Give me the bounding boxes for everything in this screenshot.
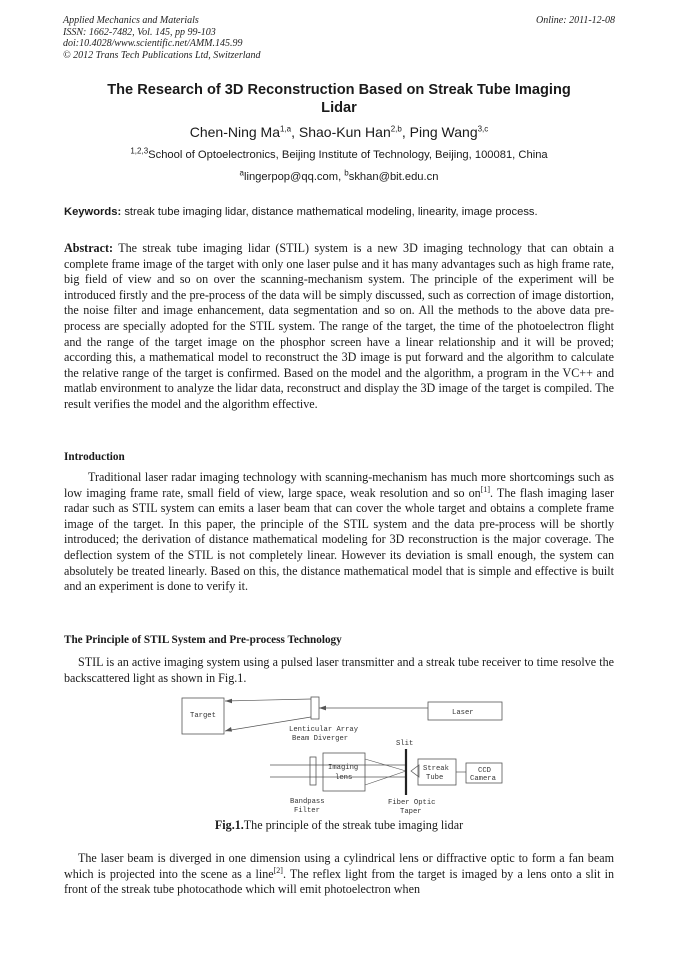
email-link[interactable]: skhan@bit.edu.cn xyxy=(348,171,439,183)
intro-text-b: . The flash imaging laser radar such as STIL system can emits a laser beam that can cover the whole target and obtains a complete frame image of the target. In this paper, the principle of the STIL system and the data pre-process will be shortly introduced; the derivation of distance mathematical modeling for 3D reconstruction is the major coverage. The deflection system of the STIL is not completely linear. However its deviation is small enough, the system can absolutely be treated linearly. Based on this, the distance mathematical model that is simple and effective is built and an experiment is done to verify it. xyxy=(64,485,615,594)
slit-label: Slit xyxy=(396,740,414,748)
abstract-label: Abstract: xyxy=(64,241,114,255)
author-sup: 2,b xyxy=(390,124,402,134)
paper-title: The Research of 3D Reconstruction Based on Streak Tube Imaging Lidar xyxy=(107,82,571,116)
figure-caption xyxy=(64,818,614,833)
introduction-paragraph xyxy=(64,470,614,595)
affiliation-sup: 1,2,3 xyxy=(130,146,149,156)
fiber-label-2: Taper xyxy=(400,808,422,816)
last-text-a: The laser beam is diverged in one dimension using a cylindrical lens or diffractive optic to form a fan beam which is projected into the scene as a line xyxy=(64,851,614,881)
last-text-b: . The reflex light from the target is imaged by a lens onto a slit in front of the streak tube photocathode which will emit photoelectron when xyxy=(64,866,614,897)
affiliation-text: School of Optoelectronics, Beijing Institute of Technology, Beijing, 100081, China xyxy=(148,149,548,161)
section-heading-introduction: Introduction xyxy=(64,451,125,463)
keywords xyxy=(64,206,616,218)
abstract xyxy=(64,241,614,413)
keywords-text: streak tube imaging lidar, distance mathematical modeling, linearity, image process. xyxy=(124,206,538,218)
figure-caption-label: Fig.1. xyxy=(214,818,244,832)
lenticular-array xyxy=(311,697,319,719)
streak-label-2: Tube xyxy=(426,774,444,782)
abstract-text: The streak tube imaging lidar (STIL) system is a new 3D imaging technology that can obtain a complete frame image of the target with only one laser pulse and it has many advantages such as high frame rate, big field of view and so on over the scanning-mechanism system. The principle of the experiment will be introduced firstly and the pre-process of the data will be simply discussed, such as correction of image distortion, the noise filter and image enhancement, data segmentation and so on. All the methods to the above data pre-process are specially adopted for the STIL system. The range of the target, the time of the photoelectron flight and the range of the target image on the phosphor screen have a linear relationship and it will be proved; according this, a mathematical model to reconstruct the 3D image is put forward and the algorithm to calculate the relative range of the target is confirmed. Based on the model and the algorithm, a program in the VC++ and matlab environment to analyze the lidar data, reconstruct and display the 3D image of the target is compiled. The result verifies the model and the algorithm effective. xyxy=(64,241,614,411)
email-sup: b xyxy=(344,168,349,178)
keywords-label: Keywords: xyxy=(64,206,122,218)
streak-label-1: Streak xyxy=(423,765,449,773)
bandpass-label-1: Bandpass xyxy=(290,798,325,806)
lenticular-label-2: Beam Diverger xyxy=(292,735,349,743)
section-heading-principle: The Principle of STIL System and Pre-process Technology xyxy=(64,634,342,646)
ray xyxy=(365,771,406,785)
intro-text-a: Traditional laser radar imaging technology with scanning-mechanism has much more shortcomings such as low imaging frame rate, small field of view, large space, weak resolution and so on xyxy=(64,470,614,500)
lenticular-label-1: Lenticular Array xyxy=(289,726,359,734)
ccd-label-1: CCD xyxy=(478,767,491,775)
author-sup: 3,c xyxy=(477,124,489,134)
bandpass-label-2: Filter xyxy=(294,807,320,815)
journal-name: Applied Mechanics and Materials xyxy=(63,15,199,26)
beam-arrowhead xyxy=(225,699,232,703)
author-name: Chen-Ning Ma xyxy=(189,124,280,140)
citation-ref[interactable]: [1] xyxy=(480,484,491,494)
journal-copyright: © 2012 Trans Tech Publications Ltd, Switzerland xyxy=(63,49,261,61)
principle-paragraph: STIL is an active imaging system using a pulsed laser transmitter and a streak tube receiver to time resolve the backscattered light as shown in Fig.1. xyxy=(64,655,614,685)
imaging-lens-box xyxy=(323,753,365,791)
beam-line xyxy=(225,699,311,701)
journal-doi: doi:10.4028/www.scientific.net/AMM.145.99 xyxy=(63,38,243,50)
affiliation xyxy=(60,146,618,161)
figure-caption-text: The principle of the streak tube imaging lidar xyxy=(243,818,464,832)
journal-header xyxy=(63,15,615,61)
ccd-label-2: Camera xyxy=(470,775,496,783)
online-date: Online: 2011-12-08 xyxy=(536,15,615,26)
author-name: Shao-Kun Han xyxy=(298,124,391,140)
beam-arrowhead xyxy=(225,727,232,732)
figure-diagram xyxy=(180,693,520,818)
bandpass-filter xyxy=(310,757,316,785)
author-sup: 1,a xyxy=(279,124,292,134)
principle-paragraph-2 xyxy=(64,851,614,898)
laser-label: Laser xyxy=(452,709,474,717)
email-list: $^a$lingerpop@qq.com, $^b$skhan@bit.edu.cn xyxy=(239,168,439,183)
journal-issn: ISSN: 1662-7482, Vol. 145, pp 99-103 xyxy=(63,26,216,38)
target-label: Target xyxy=(190,712,216,720)
email-link[interactable]: lingerpop@qq.com xyxy=(243,171,339,183)
imaging-label-2: lens xyxy=(335,774,353,782)
author-list: Chen-Ning Ma$^{1,a}$, Shao-Kun Han$^{2,b}$, Ping Wang$^{3,c}$ xyxy=(189,124,489,140)
laser-arrowhead xyxy=(319,706,326,711)
email-sup: a xyxy=(239,168,244,178)
imaging-label-1: Imaging xyxy=(328,764,359,772)
author-name: Ping Wang xyxy=(409,124,478,140)
citation-ref[interactable]: [2] xyxy=(273,865,283,875)
fiber-label-1: Fiber Optic xyxy=(388,799,436,807)
